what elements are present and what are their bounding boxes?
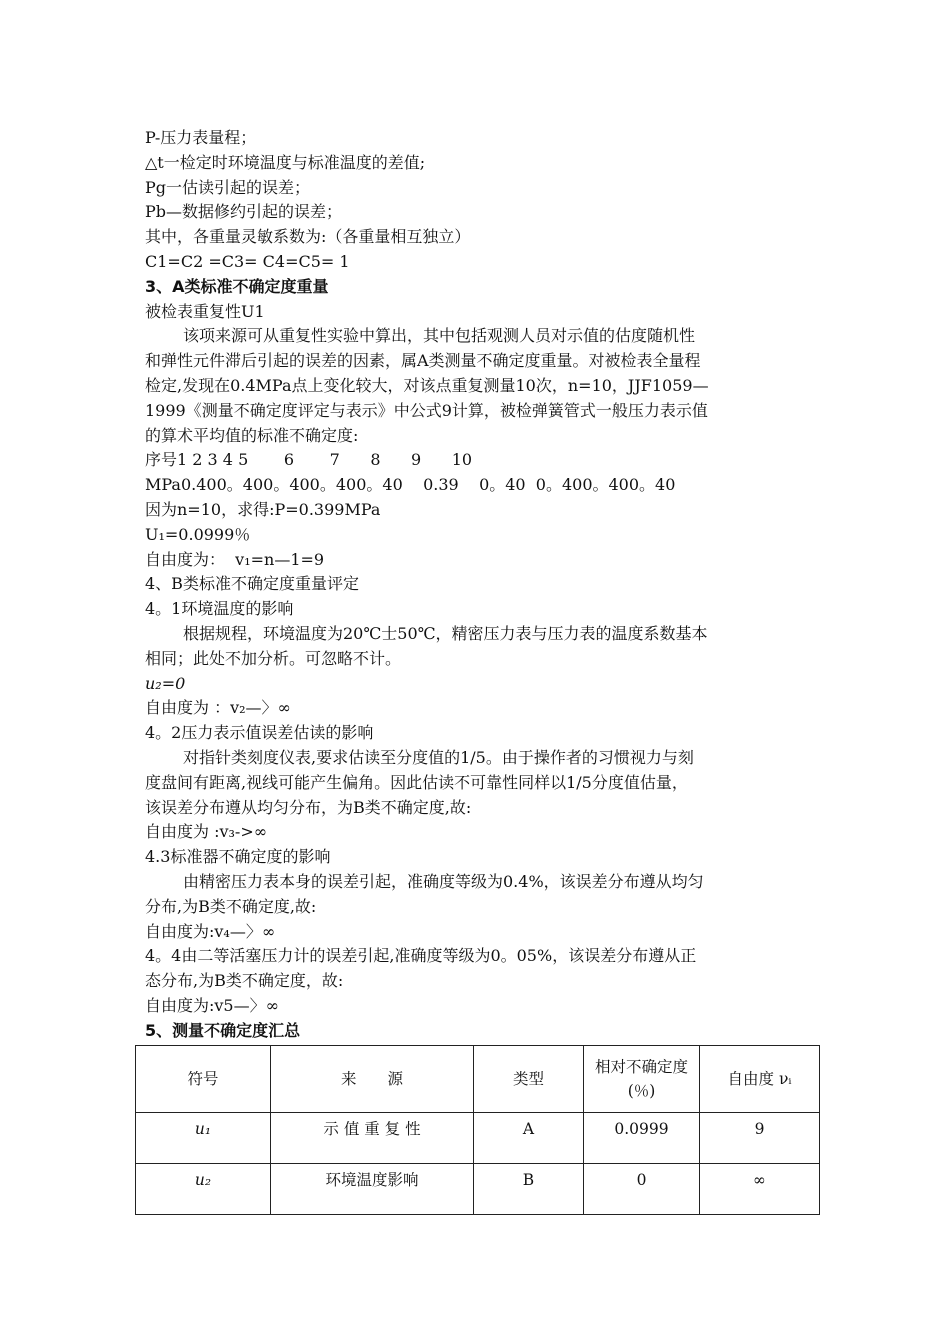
table-row xyxy=(136,1164,820,1215)
table-header-row xyxy=(136,1046,820,1113)
text-line: Pg一估读引起的误差； xyxy=(145,177,311,197)
formula-line: 自由度为:v5—〉∞ xyxy=(145,995,279,1015)
header-relative-uncertainty: 相对不确定度(％) xyxy=(584,1046,700,1113)
data-row-values: MPa0.400。400。400。400。40 0.39 0。40 0。400。400。40 xyxy=(145,475,676,495)
paragraph-line: 该误差分布遵从均匀分布，为B类不确定度,故: xyxy=(145,797,472,817)
formula-line: 自由度为:v₄—〉∞ xyxy=(145,921,276,941)
cell-relative-uncertainty: 0.0999 xyxy=(584,1113,700,1164)
table-row xyxy=(136,1113,820,1164)
text-line: 被检表重复性U1 xyxy=(145,301,265,321)
text-line: C1=C2 =C3= C4=C5= 1 xyxy=(145,251,350,271)
header-source: 来 源 xyxy=(271,1046,474,1113)
cell-type: A xyxy=(474,1113,584,1164)
paragraph-line: 态分布,为B类不确定度，故: xyxy=(145,971,344,991)
paragraph-line: 该项来源可从重复性实验中算出，其中包括观测人员对示值的估度随机性 xyxy=(183,326,696,346)
paragraph-line: 由精密压力表本身的误差引起，准确度等级为0.4%，该误差分布遵从均匀 xyxy=(183,871,704,891)
paragraph-line: 和弹性元件滞后引起的误差的因素，属A类测量不确定度重量。对被检表全量程 xyxy=(145,351,701,371)
paragraph-line: 分布,为B类不确定度,故: xyxy=(145,896,317,916)
section-heading: 3、A类标准不确定度重量 xyxy=(145,276,329,296)
section-heading: 4、B类标准不确定度重量评定 xyxy=(145,574,359,594)
paragraph-line: 检定,发现在0.4MPa点上变化较大，对该点重复测量10次，n=10，JJF1059— xyxy=(145,375,709,395)
paragraph-line: 根据规程，环境温度为20℃士50℃，精密压力表与压力表的温度系数基本 xyxy=(183,623,708,643)
uncertainty-summary-table xyxy=(135,1045,820,1215)
formula-line: U₁=0.0999％ xyxy=(145,524,251,544)
cell-source: 示 值 重 复 性 xyxy=(271,1113,474,1164)
header-degrees-of-freedom: 自由度 νᵢ xyxy=(700,1046,820,1113)
paragraph-line: 1999《测量不确定度评定与表示》中公式9计算，被检弹簧管式一般压力表示值 xyxy=(145,400,708,420)
text-line: △t一检定时环境温度与标准温度的差值; xyxy=(145,152,426,172)
formula-line: 自由度为 :v₃->∞ xyxy=(145,822,268,842)
data-row-index: 序号1 2 3 4 5 6 7 8 9 10 xyxy=(145,450,473,470)
paragraph-line: 的算术平均值的标准不确定度: xyxy=(145,425,359,445)
text-line: 因为n=10，求得:P=0.399MPa xyxy=(145,499,381,519)
section-heading: 5、测量不确定度汇总 xyxy=(145,1020,301,1040)
text-line: 其中，各重量灵敏系数为:（各重量相互独立） xyxy=(145,227,471,247)
cell-degrees-of-freedom: 9 xyxy=(700,1113,820,1164)
cell-symbol: u₂ xyxy=(136,1164,271,1215)
text-line: Pb—数据修约引起的误差； xyxy=(145,202,343,222)
cell-source: 环境温度影响 xyxy=(271,1164,474,1215)
formula-line: 自由度为 ：v₂—〉∞ xyxy=(145,698,291,718)
paragraph-line: 相同；此处不加分析。可忽略不计。 xyxy=(145,648,402,668)
document-body xyxy=(145,126,825,1043)
header-type: 类型 xyxy=(474,1046,584,1113)
cell-degrees-of-freedom: ∞ xyxy=(700,1164,820,1215)
subsection-heading: 4.3标准器不确定度的影响 xyxy=(145,847,331,867)
formula-line: 自由度为： v₁=n—1=9 xyxy=(145,549,325,569)
text-line: P-压力表量程； xyxy=(145,128,257,147)
cell-symbol: u₁ xyxy=(136,1113,271,1164)
paragraph-line: 度盘间有距离,视线可能产生偏角。因此估读不可靠性同样以1/5分度值估量， xyxy=(145,772,688,792)
cell-relative-uncertainty: 0 xyxy=(584,1164,700,1215)
paragraph-line: 对指针类刻度仪表,要求估读至分度值的1/5。由于操作者的习惯视力与刻 xyxy=(183,747,694,767)
subsection-heading: 4。1环境温度的影响 xyxy=(145,599,294,619)
header-symbol: 符号 xyxy=(136,1046,271,1113)
subsection-heading: 4。2压力表示值误差估读的影响 xyxy=(145,723,374,743)
subsection-heading: 4。4由二等活塞压力计的误差引起,准确度等级为0。05%，该误差分布遵从正 xyxy=(145,946,697,966)
cell-type: B xyxy=(474,1164,584,1215)
formula-line: u₂=0 xyxy=(145,673,186,693)
